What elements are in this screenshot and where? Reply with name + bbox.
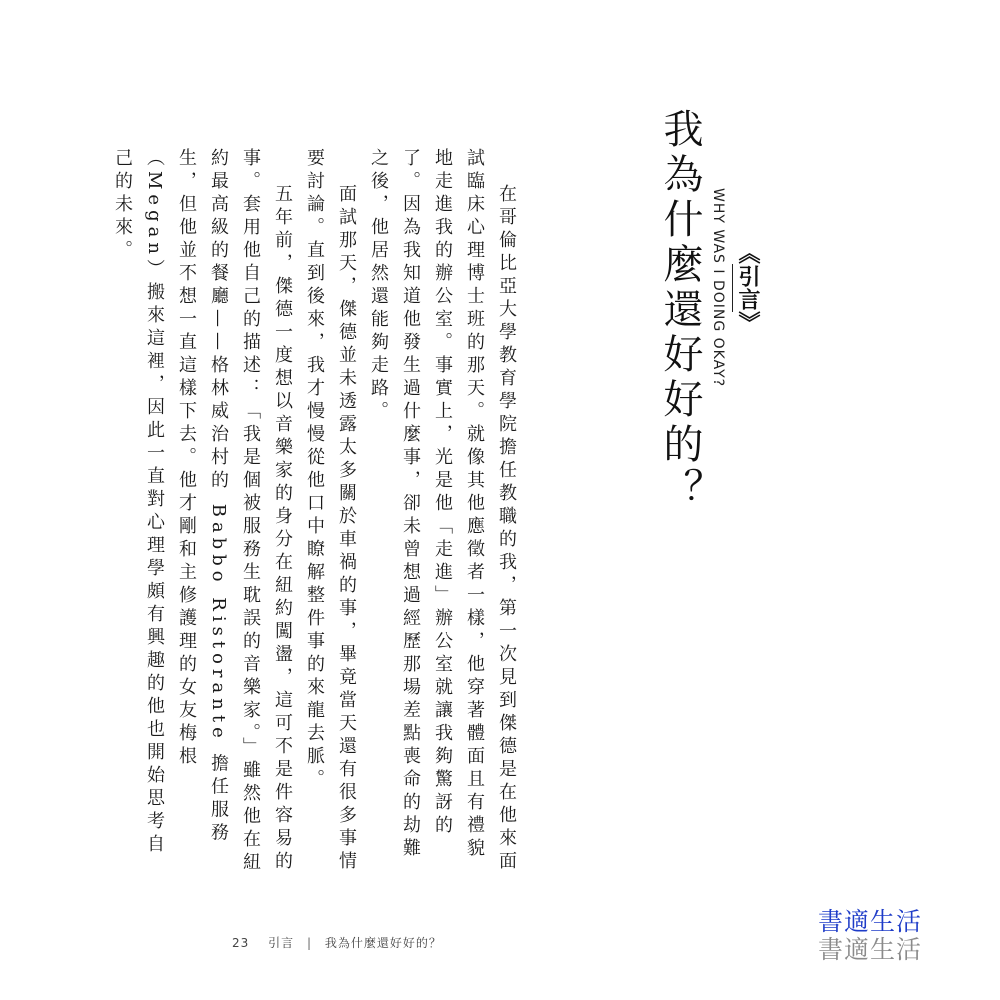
body-text [112,148,522,878]
paragraph: 在哥倫比亞大學教育學院擔任教職的我，第一次見到傑德是在他來面試臨床心理博士班的那天。就像其他應徵者一樣，他穿著體面且有禮貌地走進我的辦公室。事實上，光是他「走進」辦公室就讓我夠驚訝的了。因為我知道他發生過什麼事，卻未曾想過經歷那場差點喪命的劫難之後，他居然還能夠走路。 [368,148,517,874]
page-number: 23 [232,936,250,950]
paragraph: 面試那天，傑德並未透露太多關於車禍的事，畢竟當天還有很多事情要討論。直到後來，我才慢慢從他口中瞭解整件事的來龍去脈。 [304,148,357,874]
chapter-title: 我為什麼還好好的？ [657,108,703,513]
footer-section: 引言 [268,936,295,950]
section-label [704,108,761,468]
section-tag: 《引言》 [735,242,760,334]
watermark-line-2: 書適生活 [818,935,923,964]
footer-chapter-title: 我為什麼還好好的？ [324,936,442,950]
chapter-subtitle: WHY WAS I DOING OKAY? [710,188,726,388]
watermark-line-1: 書適生活 [818,907,923,936]
paragraph: 五年前，傑德一度想以音樂家的身分在紐約闖盪，這可不是件容易的事。套用他自己的描述：「我是個被服務生耽誤的音樂家。」雖然他在紐約最高級的餐廳——格林威治村的 Babbo Ristorante 擔任服務生，但他並不想一直這樣下去。他才剛和主修護理的女友梅根（Megan）搬來這裡，因此一直對心理學頗有興趣的他也開始思考自己的未來。 [112,148,293,875]
footer-separator: | [306,936,312,950]
section-divider [732,264,733,312]
publisher-watermark [818,908,922,964]
page-footer [232,934,442,951]
